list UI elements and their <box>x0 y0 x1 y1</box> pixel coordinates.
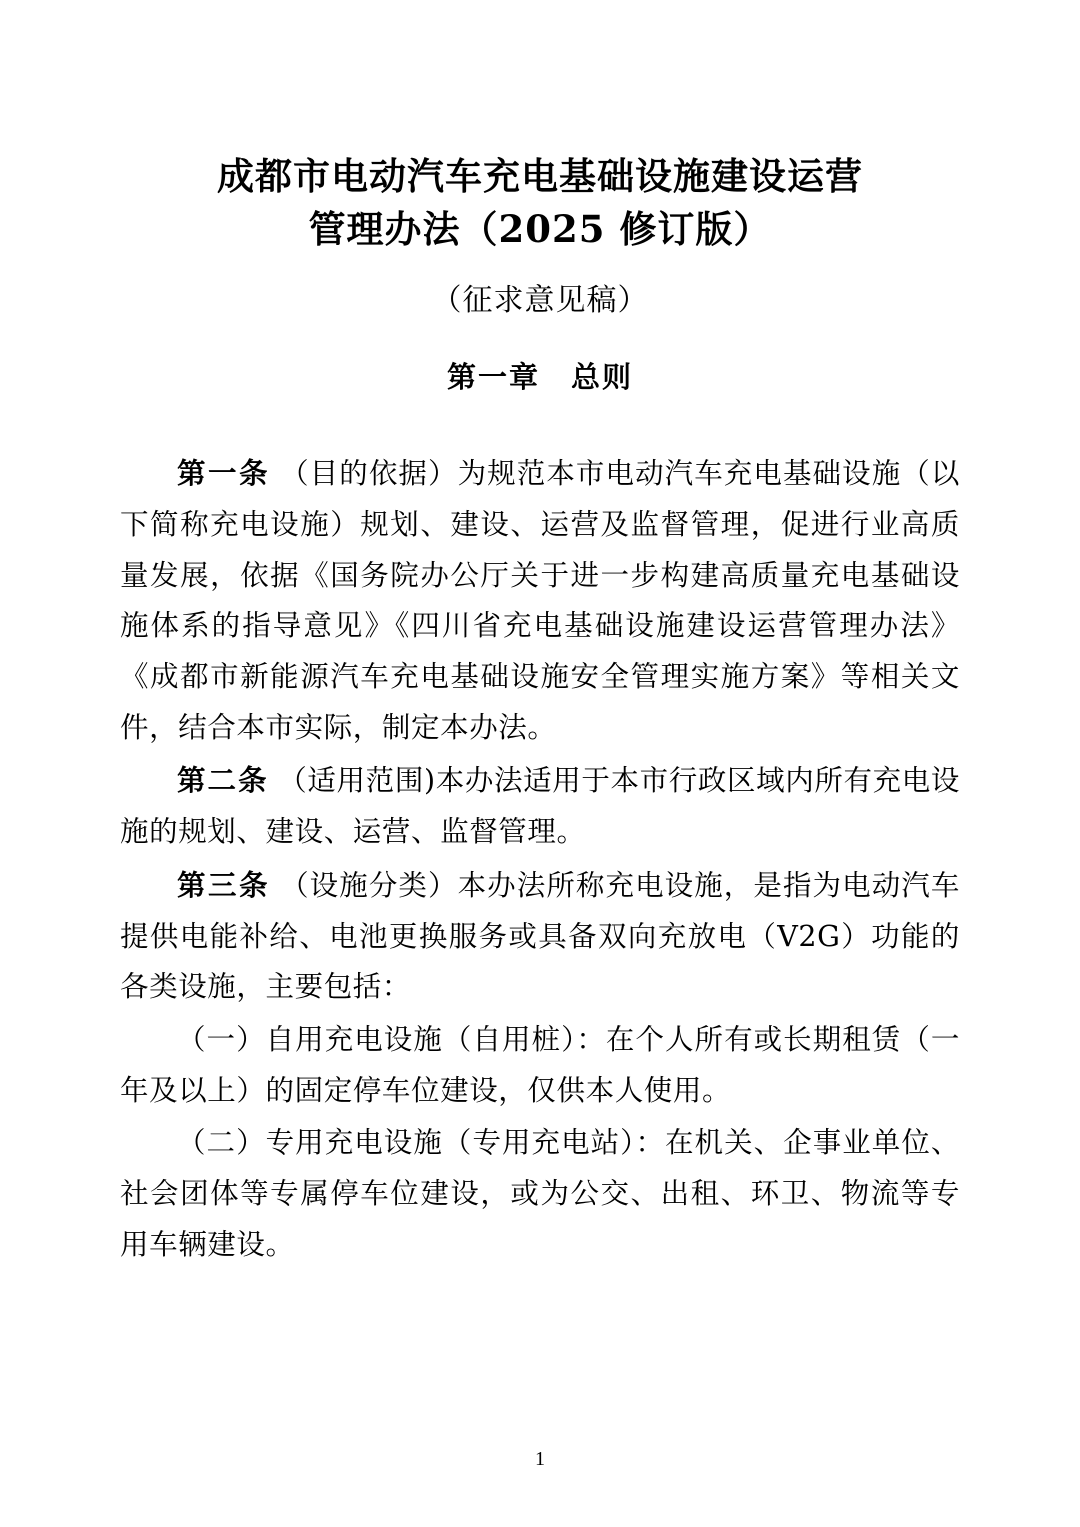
article-text: （设施分类）本办法所称充电设施，是指为电动汽车提供电能补给、电池更换服务或具备双向充放电（V2G）功能的各类设施，主要包括： <box>120 868 960 1004</box>
document-title <box>120 150 960 255</box>
article-paragraph <box>120 448 960 753</box>
article-text: （目的依据）为规范本市电动汽车充电基础设施（以下简称充电设施）规划、建设、运营及监督管理，促进行业高质量发展，依据《国务院办公厅关于进一步构建高质量充电基础设施体系的指导意见》《四川省充电基础设施建设运营管理办法》《成都市新能源汽车充电基础设施安全管理实施方案》等相关文件，结合本市实际，制定本办法。 <box>120 457 960 744</box>
article-paragraph <box>120 860 960 1013</box>
article-label: 第一条 <box>177 456 270 491</box>
document-subtitle: （征求意见稿） <box>431 283 649 319</box>
document-body <box>120 448 960 1271</box>
article-text: （适用范围)本办法适用于本市行政区域内所有充电设施的规划、建设、运营、监督管理。 <box>120 764 960 849</box>
article-label: 第二条 <box>177 763 269 798</box>
article-label: 第三条 <box>177 867 270 902</box>
page-number: 1 <box>535 1448 545 1470</box>
document-title-line-1: 成都市电动汽车充电基础设施建设运营 <box>217 154 863 198</box>
article-text: （一）自用充电设施（自用桩）：在个人所有或长期租赁（一年及以上）的固定停车位建设，仅供本人使用。 <box>120 1022 960 1107</box>
article-text: （二）专用充电设施（专用充电站）：在机关、企事业单位、社会团体等专属停车位建设，或为公交、出租、环卫、物流等专用车辆建设。 <box>120 1126 960 1261</box>
article-paragraph <box>120 1118 960 1270</box>
document-title-line-2: 管理办法（2025 修订版） <box>308 206 772 251</box>
chapter-heading: 第一章 总则 <box>446 360 633 395</box>
article-paragraph <box>120 1015 960 1116</box>
article-paragraph <box>120 755 960 857</box>
